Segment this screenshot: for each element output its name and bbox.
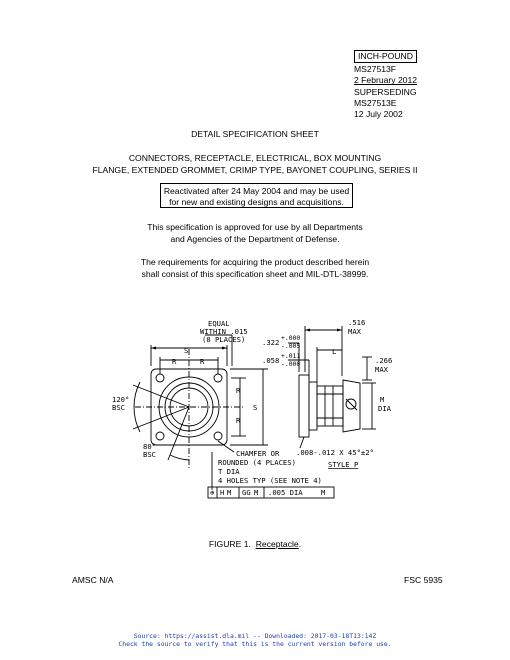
- fcf-gg: GG: [242, 488, 251, 497]
- label-l: L: [332, 347, 337, 356]
- mount-hole-tr: [214, 374, 222, 382]
- figure-end: .: [298, 539, 302, 549]
- notice-line1: Reactivated after 24 May 2004 and may be used: [163, 186, 350, 196]
- label-058-tol-top: +.011: [281, 352, 301, 360]
- fcf-position-symbol: ⊕: [210, 488, 215, 497]
- superseding-label: SUPERSEDING: [354, 86, 417, 97]
- label-r-left: R: [172, 357, 177, 366]
- label-s-vert: S: [253, 403, 258, 412]
- label-m-dia: DIA: [378, 404, 391, 413]
- label-322-tol-top: +.000: [281, 334, 301, 342]
- fcf-m-symbol: M: [227, 488, 232, 497]
- approval-line1: This specification is approved for use by all Departments: [147, 222, 363, 232]
- label-within: WITHIN .015: [200, 327, 248, 336]
- mount-hole-bl: [156, 432, 164, 440]
- label-m: M: [380, 395, 385, 404]
- label-516: .516: [348, 318, 366, 327]
- source-footer: [0, 632, 510, 648]
- label-058: .058: [262, 356, 280, 365]
- prev-doc-date: 12 July 2002: [354, 109, 403, 120]
- label-chamfer-2: ROUNDED (4 PLACES): [218, 458, 296, 467]
- label-r-right: R: [200, 357, 205, 366]
- label-266-max: MAX: [375, 365, 388, 374]
- label-r-vert-top: R: [236, 386, 241, 395]
- mount-hole-br: [214, 432, 222, 440]
- label-80-deg: 80°: [143, 442, 156, 451]
- notice-line2: for new and existing designs and acquisitions.: [169, 197, 344, 208]
- side-flange: [299, 375, 309, 437]
- label-120-bsc: BSC: [112, 403, 125, 412]
- prev-doc-number: MS27513E: [354, 97, 397, 108]
- label-equal: EQUAL: [208, 319, 230, 328]
- fcf-m-symbol-2: M: [254, 488, 259, 497]
- source-line2: Check the source to verify that this is the current version before use.: [118, 640, 392, 648]
- figure-name: Receptacle: [255, 539, 299, 549]
- label-chamfer-1: CHAMFER OR: [236, 449, 280, 458]
- label-322-tol-bot: -.005: [281, 342, 301, 350]
- figure-caption: [0, 539, 510, 549]
- label-4-holes: 4 HOLES TYP (SEE NOTE 4): [218, 476, 322, 485]
- label-80-bsc: BSC: [143, 450, 156, 459]
- label-chamfer-45: .008-.012 X 45°±2°: [296, 448, 374, 457]
- figure-label: FIGURE 1.: [208, 539, 251, 549]
- fcf-tolerance: .005 DIA: [268, 488, 303, 497]
- fsc-label: FSC 5935: [404, 575, 443, 585]
- inch-pound-box: INCH-POUND: [354, 50, 417, 63]
- requirements-line2: shall consist of this specification sheet and MIL-DTL-38999.: [141, 269, 369, 279]
- subtitle-line2: FLANGE, EXTENDED GROMMET, CRIMP TYPE, BAYONET COUPLING, SERIES II: [92, 165, 418, 175]
- subtitle-line1: CONNECTORS, RECEPTACLE, ELECTRICAL, BOX MOUNTING: [128, 153, 382, 163]
- approval-line2: and Agencies of the Department of Defense.: [170, 234, 340, 244]
- side-body: [317, 386, 343, 426]
- amsc-label: AMSC N/A: [72, 575, 114, 585]
- doc-date: 2 February 2012: [354, 75, 418, 86]
- label-516-max: MAX: [348, 327, 361, 336]
- source-line1: Source: https://assist.dla.mil -- Downloaded: 2017-03-18T13:14Z: [133, 632, 377, 640]
- label-r-vert-bot: R: [236, 416, 241, 425]
- label-style-p: STYLE P: [328, 460, 359, 469]
- label-058-tol-bot: -.000: [281, 360, 301, 368]
- label-s-top: S: [184, 346, 189, 355]
- side-grommet: [343, 380, 360, 432]
- label-266: .266: [375, 356, 393, 365]
- label-322: .322: [262, 338, 280, 347]
- label-8-places: (8 PLACES): [202, 335, 246, 344]
- label-t-dia: T DIA: [218, 467, 240, 476]
- fcf-m-symbol-3: M: [321, 488, 326, 497]
- doc-number: MS27513F: [354, 64, 397, 74]
- mount-hole-tl: [156, 374, 164, 382]
- page-title: DETAIL SPECIFICATION SHEET: [191, 129, 319, 139]
- requirements-line1: The requirements for acquiring the product described herein: [140, 257, 370, 267]
- label-120-deg: 120°: [112, 395, 130, 404]
- fcf-h: H: [220, 488, 225, 497]
